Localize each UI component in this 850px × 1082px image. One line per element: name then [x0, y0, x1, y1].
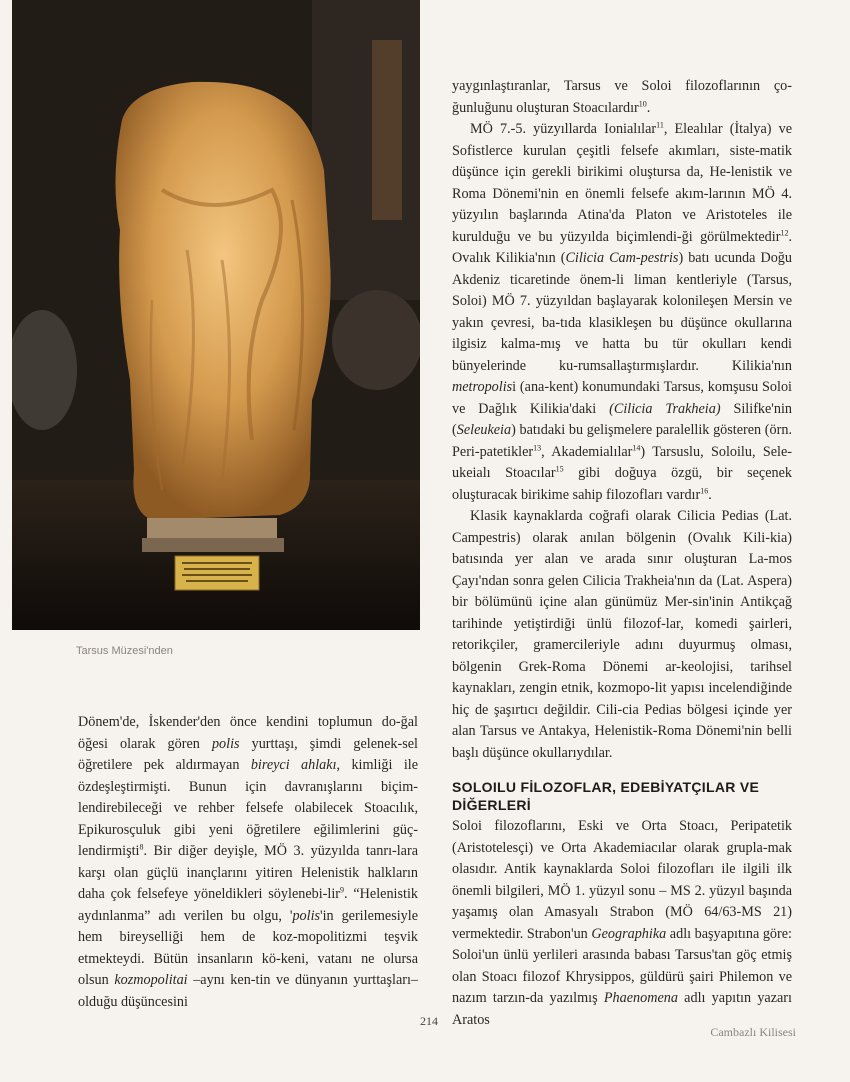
- page-number: 214: [420, 1014, 438, 1028]
- text-run: yurttaşı, şimdi gelenek-sel öğretilere pek aldırmayan: [78, 735, 418, 773]
- footnote-ref: 11: [656, 120, 664, 130]
- running-footer-title: Cambazlı Kilisesi: [710, 1025, 796, 1039]
- italic-term: bireyci ahlakı: [250, 757, 337, 773]
- footnote-ref: 8: [139, 842, 144, 852]
- text-run: , kimliği ile özdeşleştirmişti. Bunun için davranışlarını biçim-lendirebileceği ve rehber felsefe olabilecek Stoacılık, Epikurosçuluk gibi yeni öğretilere eğilimlerini güç-lendirmişti: [78, 757, 419, 859]
- left-text-column: [78, 712, 418, 1013]
- footnote-ref: 13: [533, 442, 542, 452]
- body-paragraph: [78, 712, 418, 1013]
- statue-illustration: [12, 0, 420, 630]
- text-run: ) batıdaki bu gelişmelere paralellik gösteren (örn. Peri-patetikler: [452, 422, 792, 460]
- text-run: i (ana-kent) konumundaki Tarsus, komşusu Soloi ve Dağlık Kilikia'daki: [452, 379, 792, 417]
- text-run: MÖ 7.-5. yüzyıllarda Ionialılar: [470, 121, 657, 137]
- text-run: Dönem'de, İskender'den önce kendini toplumun do-ğal öğesi olarak gören: [78, 714, 418, 752]
- right-paragraphs-before: [452, 76, 792, 764]
- footnote-ref: 10: [638, 98, 647, 108]
- text-run: . Ovalık Kilikia'nın (: [452, 228, 792, 266]
- italic-term: Cilicia Cam-pestris: [565, 250, 679, 266]
- left-paragraphs: [78, 712, 418, 1013]
- text-run: adlı yapıtın yazarı Aratos: [452, 990, 792, 1028]
- italic-term: kozmopolitai: [114, 972, 188, 988]
- text-run: Soloi filozoflarını, Eski ve Orta Stoacı, Peripatetik (Aristotelesçi) ve Orta Akademiacılar olarak grupla-mak olasıdır. Antik kaynaklarda Soloi filozofları ile ilgili ilk önemli bilgileri, MÖ 1. yüzyıl sonu – MS 2. yüzyıl başında yaşamış olan Amasyalı Strabon (MÖ 64/63-MS 21) vermektedir. Strabon'un: [452, 818, 792, 942]
- body-paragraph: [452, 76, 792, 119]
- text-run: gibi doğuya özgü, bir seçenek oluşturacak birikime sahip filozofları vardır: [452, 465, 792, 503]
- body-paragraph: [452, 816, 792, 1031]
- text-run: ) Tarsuslu, Soloilu, Sele-ukeialı Stoacılar: [452, 443, 792, 481]
- text-run: , Akademialılar: [541, 443, 633, 460]
- italic-term: Seleukeia: [456, 422, 512, 438]
- text-run: . “Helenistik aydınlanma” adı verilen bu olgu, ': [78, 886, 418, 924]
- text-run: ) batı ucunda Doğu Akdeniz ticaretinde önem-li liman kentleriyle (Tarsus, Soloi) MÖ 7. yüzyıldan başlayarak kolonileşen Mersin ve yakın çevresi, ba-tıda klasikleşen bu düşünce okullarına ilgisiz kalma-mış ve hatta bu tür okulları kendi bünyelerinde ku-rumsallaştırmışlardır. Kilikia'nın: [452, 250, 792, 374]
- italic-term: Phaenomena: [603, 990, 678, 1006]
- body-paragraph: [452, 506, 792, 764]
- footnote-ref: 12: [780, 227, 789, 237]
- text-run: –aynı ken-tin ve dünyanın yurttaşları– olduğu düşüncesini: [78, 972, 419, 1010]
- statue-photo: [12, 0, 420, 630]
- text-run: yaygınlaştıranlar, Tarsus ve Soloi filozoflarının ço-ğunluğunu oluşturan Stoacılardır: [452, 78, 792, 116]
- text-run: Klasik kaynaklarda coğrafi olarak Cilicia Pedias (Lat. Campestris) olarak anılan bölgenin (Ovalık Kili-kia) batısında yer alan ve arada sınır oluşturan La-mos Çayı'ndan sonra gelen Cilicia Trakheia'nın da (Lat. Aspera) bir bölümünü içine alan günümüz Mer-sin'inin Antikçağ tarihinde yetiştirdiği ünlü filozof-lar, komedi şairleri, retorikçiler, gramercileriyle adını duyurmuş olması, bölgenin Grek-Roma Dönemi ar-keolojisi, tarihsel kaynakları, zengin etnik, kozmopo-lit yapısı incelendiğinde hiç de şaşırtıcı değildir. Cili-cia Pedias bölgesi içinde yer alan Tarsus ve Antakya, Helenistik-Roma Dönemi'nin belli başlı düşünce okullarıydılar.: [452, 508, 792, 761]
- italic-term: polis: [211, 735, 240, 752]
- right-paragraphs-after: [452, 816, 792, 1031]
- italic-term: polis: [292, 907, 321, 924]
- text-run: .: [646, 99, 651, 116]
- body-paragraph: [452, 119, 792, 506]
- italic-term: Geographika: [591, 925, 667, 942]
- text-run: adlı başyapıtına göre: Soloi'un ünlü yerlileri arasında babası Tarsus'tan göç etmiş olan Stoacı filozof Khrysippos, güldürü şairi Philemon ve nazım tarzın-da yazılmış: [452, 925, 792, 1006]
- footnote-ref: 9: [340, 885, 344, 895]
- italic-term: metropolis: [452, 379, 513, 395]
- footnote-ref: 16: [700, 485, 709, 495]
- section-heading: SOLOILU FİLOZOFLAR, EDEBİYATÇILAR VE DİĞERLERİ: [452, 779, 760, 813]
- text-run: 'in gerilemesiyle hem bireyselliği hem de koz-mopolitizmi teşvik etmekteydi. Bütün insanların kö-keni, vatanı ne olursa olsun: [78, 907, 418, 988]
- right-text-column: [452, 76, 792, 1031]
- footnote-ref: 15: [555, 464, 564, 474]
- italic-term: (Cilicia Trakheia): [609, 400, 721, 417]
- text-run: Silifke'nin (: [452, 400, 792, 438]
- text-run: , Elealılar (İtalya) ve Sofistlerce kurulan çeşitli felsefe akımları, siste-matik düşünce için gerekli birikimi oluştursa da, He-lenistik ve Roma Dönemi'nin en önemli felsefe akım-larının MÖ 4. yüzyılın başlarında Atina'da Platon ve Aristoteles ile kurulduğu ve bu yüzyılda biçimlendi-ği görülmektedir: [452, 121, 792, 245]
- text-run: . Bir diğer deyişle, MÖ 3. yüzyılda tanrı-lara karşı olan güçlü inançlarını yitiren Helenistik halkların daha çok felsefeye yöneldikleri söylenebi-lir: [78, 843, 418, 902]
- footnote-ref: 14: [632, 442, 641, 452]
- text-run: .: [708, 486, 712, 503]
- figure-caption: Tarsus Müzesi'nden: [76, 645, 173, 657]
